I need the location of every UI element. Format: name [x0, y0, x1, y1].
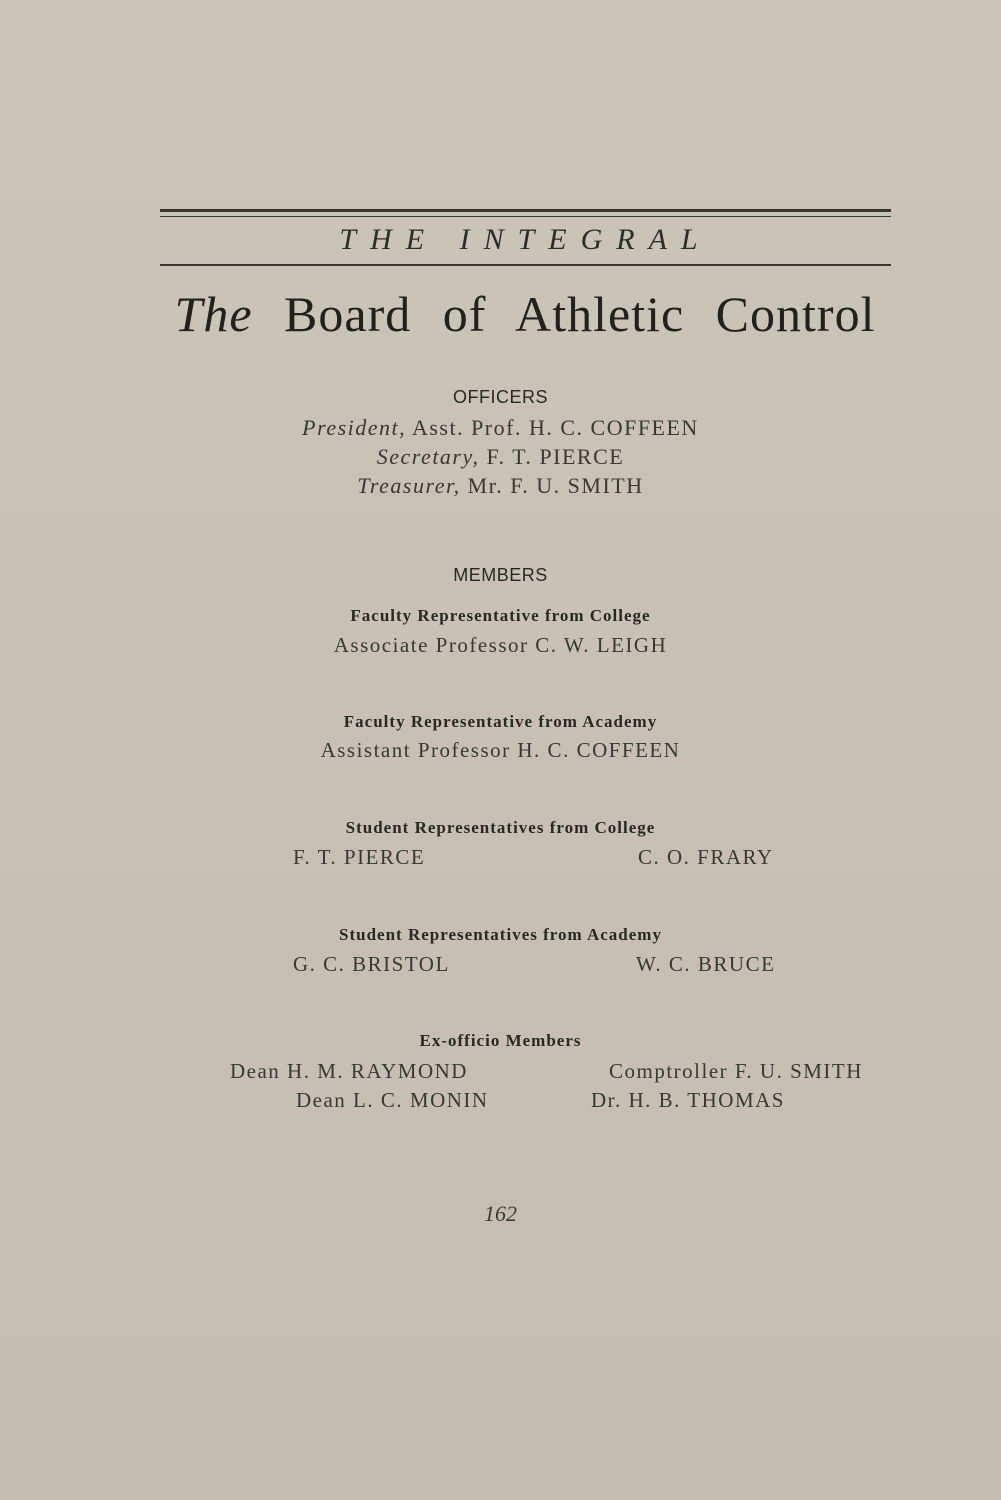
officer-name: Asst. Prof. H. C. COFFEEN: [411, 415, 699, 440]
header-rule-thin: [160, 216, 891, 217]
officer-role: President,: [302, 415, 407, 440]
officer-role: Secretary,: [376, 444, 480, 469]
header-rule: [160, 209, 891, 212]
ex-officio-right-2: Dr. H. B. THOMAS: [591, 1088, 785, 1112]
title-lead: The: [174, 286, 253, 342]
officer-name: F. T. PIERCE: [486, 444, 625, 469]
students-college-left: F. T. PIERCE: [293, 845, 426, 869]
students-academy-label: Student Representatives from Academy: [339, 925, 662, 944]
title-rest: Board of Athletic Control: [284, 286, 876, 342]
members-heading: MEMBERS: [453, 565, 548, 585]
header-rule-bottom: [160, 264, 891, 266]
officers-heading: OFFICERS: [452, 387, 548, 407]
officer-role: Treasurer,: [357, 473, 461, 498]
students-college-label: Student Representatives from College: [345, 818, 656, 837]
faculty-academy-name: Assistant Professor H. C. COFFEEN: [320, 738, 681, 762]
officer-name: Mr. F. U. SMITH: [467, 473, 644, 498]
students-college-right: C. O. FRARY: [638, 845, 774, 869]
students-academy-right: W. C. BRUCE: [636, 952, 776, 976]
ex-officio-left-2: Dean L. C. MONIN: [296, 1088, 489, 1112]
ex-officio-left-1: Dean H. M. RAYMOND: [230, 1059, 468, 1083]
officer-president: [0, 415, 1001, 441]
officer-treasurer: [0, 473, 1001, 499]
page-title: [150, 285, 900, 343]
students-academy-left: G. C. BRISTOL: [293, 952, 450, 976]
officer-secretary: [0, 444, 1001, 470]
ex-officio-right-1: Comptroller F. U. SMITH: [609, 1059, 863, 1083]
running-head: THE INTEGRAL: [339, 223, 712, 256]
faculty-academy-label: Faculty Representative from Academy: [343, 712, 658, 731]
page-number: 162: [484, 1201, 517, 1226]
faculty-college-label: Faculty Representative from College: [350, 606, 651, 625]
faculty-college-name: Associate Professor C. W. LEIGH: [333, 633, 668, 657]
ex-officio-label: Ex-officio Members: [419, 1031, 582, 1050]
